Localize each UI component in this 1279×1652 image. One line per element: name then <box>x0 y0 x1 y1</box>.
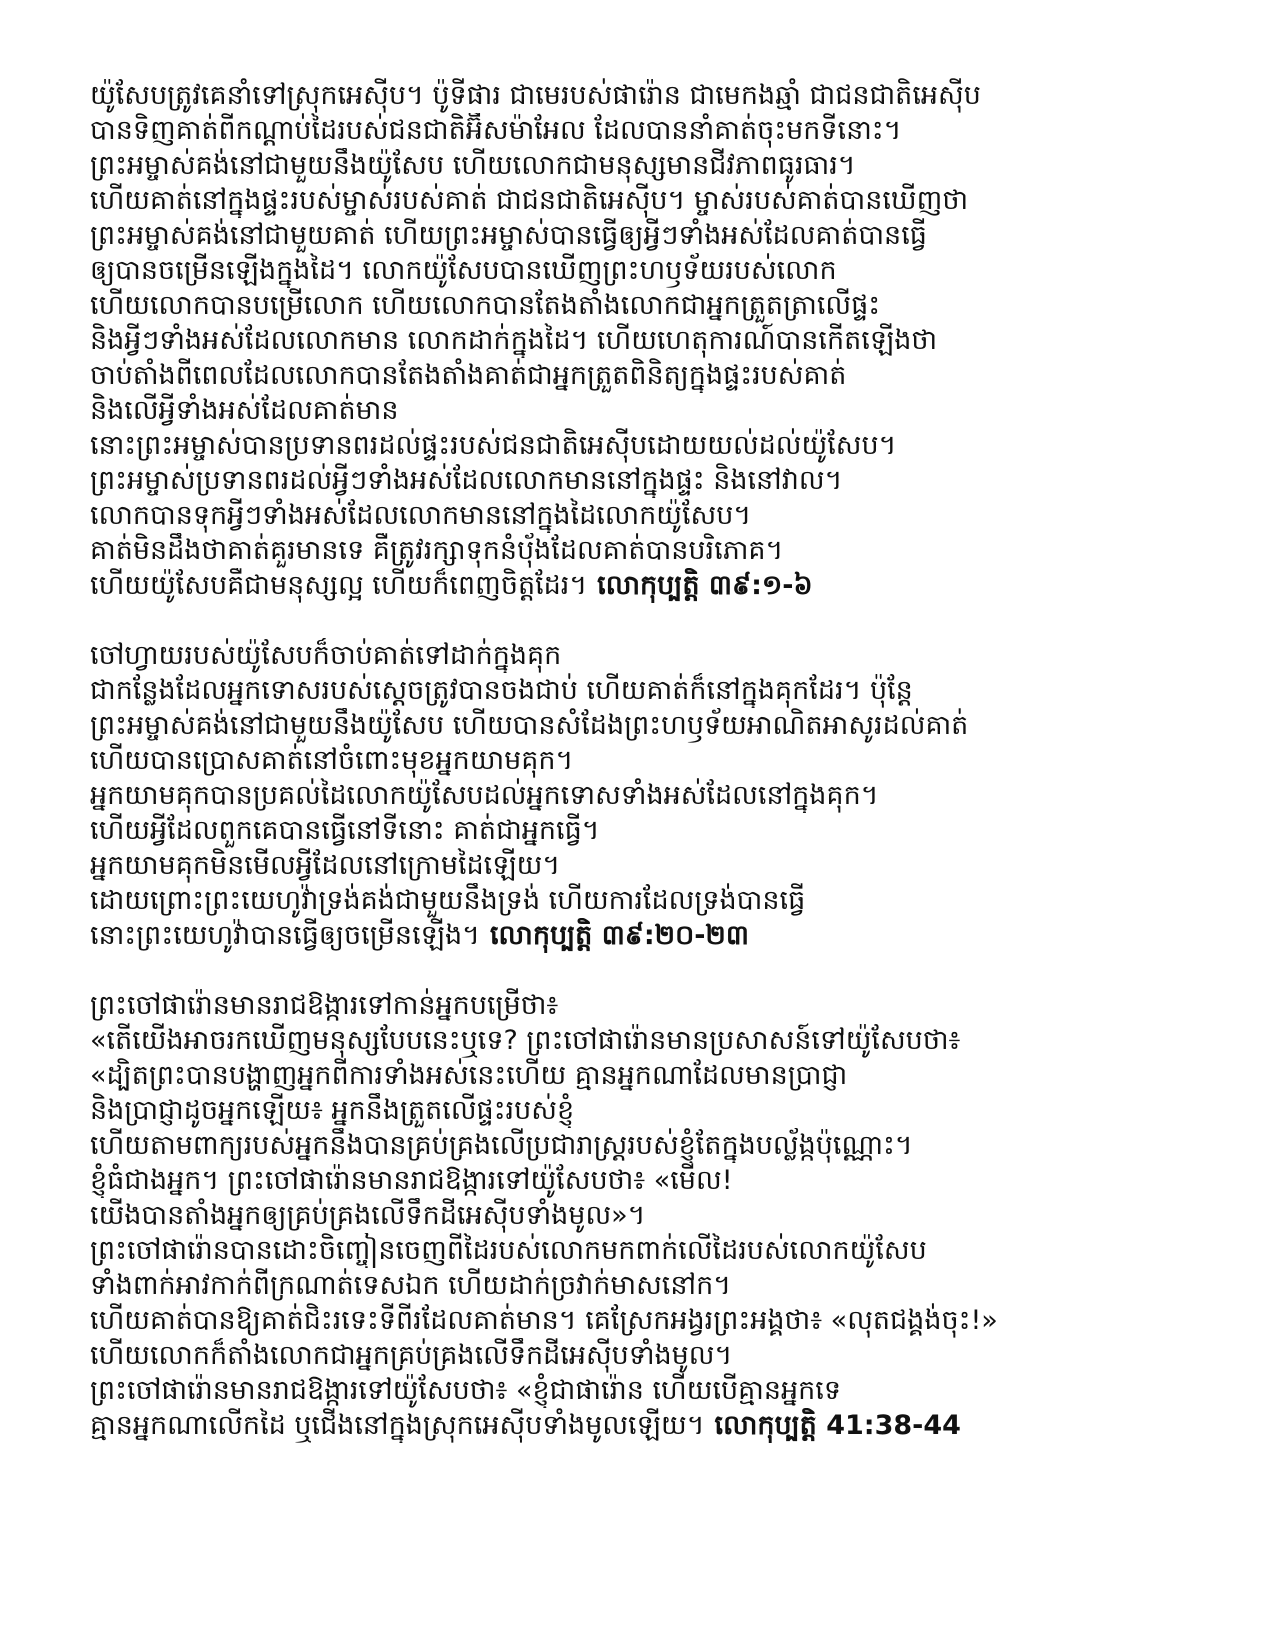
text-line-with-reference <box>90 568 1200 603</box>
passage-genesis-39-1-6 <box>90 78 1200 603</box>
text-line: និងអ្វីៗទាំងអស់ដែលលោកមាន លោកដាក់ក្នុងដៃ។ ហើយហេតុការណ៍បានកើតឡើងថា <box>90 325 938 356</box>
text-line: ហើយគាត់នៅក្នុងផ្ទះរបស់ម្ចាស់របស់គាត់ ជាជនជាតិអេស៊ីប។ ម្ចាស់របស់គាត់បានឃើញថា <box>90 185 969 216</box>
text-line: គាត់មិនដឹងថាគាត់គួរមានទេ គឺត្រូវរក្សាទុកនំប៉័ងដែលគាត់បានបរិភោគ។ <box>90 535 784 566</box>
scripture-reference: លោកុប្បត្តិ ៣៩:១-៦ <box>597 570 813 601</box>
text-line: ខ្ញុំធំជាងអ្នក។ ព្រះចៅផារ៉ោនមានរាជឱង្ការទៅយ៉ូសែបថា៖ «មើល! <box>90 1165 733 1196</box>
text-line-with-reference <box>90 1408 1200 1443</box>
text-line-with-reference <box>90 918 1200 953</box>
text-line: ហើយគាត់បានឱ្យគាត់ជិះរទេះទីពីរដែលគាត់មាន។ គេស្រែកអង្វរព្រះអង្គថា៖ «លុតជង្គង់ចុះ!» <box>90 1305 998 1336</box>
text-line: «ដ្បិតព្រះបានបង្ហាញអ្នកពីការទាំងអស់នេះហើយ គ្មានអ្នកណាដែលមានប្រាជ្ញា <box>90 1060 848 1091</box>
passage-genesis-41-38-44 <box>90 988 1200 1443</box>
text-line-content: គ្មានអ្នកណាលើកដៃ ឬជើងនៅក្នុងស្រុកអេស៊ីបទាំងមូលឡើយ។ <box>90 1410 705 1441</box>
text-line: បានទិញគាត់ពីកណ្តាប់ដៃរបស់ជនជាតិអ៊ីសម៉ាអែល ដែលបាននាំគាត់ចុះមកទីនោះ។ <box>90 115 902 146</box>
passage-genesis-39-20-23 <box>90 638 1200 953</box>
text-line: នោះព្រះអម្ចាស់បានប្រទានពរដល់ផ្ទះរបស់ជនជាតិអេស៊ីបដោយយល់ដល់យ៉ូសែប។ <box>90 430 897 461</box>
text-line: ដោយព្រោះព្រះយេហូវ៉ាទ្រង់គង់ជាមួយនឹងទ្រង់ ហើយការដែលទ្រង់បានធ្វើ <box>90 885 806 916</box>
text-line: ហើយលោកក៏តាំងលោកជាអ្នកគ្រប់គ្រងលើទឹកដីអេស៊ីបទាំងមូល។ <box>90 1340 733 1371</box>
text-line: ហើយលោកបានបម្រើលោក ហើយលោកបានតែងតាំងលោកជាអ្នកត្រួតត្រាលើផ្ទះ <box>90 290 881 321</box>
text-line-content: នោះព្រះយេហូវ៉ាបានធ្វើឲ្យចម្រើនឡើង។ <box>90 920 480 951</box>
text-line: និងលើអ្វីទាំងអស់ដែលគាត់មាន <box>90 395 399 426</box>
text-line: អ្នកយាមគុកមិនមើលអ្វីដែលនៅក្រោមដៃឡើយ។ <box>90 850 561 881</box>
paragraph-spacer <box>90 953 1200 988</box>
text-line: យើងបានតាំងអ្នកឲ្យគ្រប់គ្រងលើទឹកដីអេស៊ីបទាំងមូល»។ <box>90 1200 646 1231</box>
text-line: អ្នកយាមគុកបានប្រគល់ដៃលោកយ៉ូសែបដល់អ្នកទោសទាំងអស់ដែលនៅក្នុងគុក។ <box>90 780 879 811</box>
scripture-reference: លោកុប្បត្តិ ៣៩:២០-២៣ <box>489 920 749 951</box>
text-line: «តើយើងអាចរកឃើញមនុស្សបែបនេះឬទេ? ព្រះចៅផារ៉ោនមានប្រសាសន៍ទៅយ៉ូសែបថា៖ <box>90 1025 961 1056</box>
text-line: ព្រះចៅផារ៉ោនបានដោះចិញ្ចៀនចេញពីដៃរបស់លោកមកពាក់លើដៃរបស់លោកយ៉ូសែប <box>90 1235 927 1266</box>
text-line: ហើយតាមពាក្យរបស់អ្នកនឹងបានគ្រប់គ្រងលើប្រជារាស្ត្ររបស់ខ្ញុំតែក្នុងបល្ល័ង្កប៉ុណ្ណោះ។ <box>90 1130 913 1161</box>
text-line: ព្រះចៅផារ៉ោនមានរាជឱង្ការទៅកាន់អ្នកបម្រើថា៖ <box>90 990 559 1021</box>
text-line: ហើយអ្វីដែលពួកគេបានធ្វើនៅទីនោះ គាត់ជាអ្នកធ្វើ។ <box>90 815 600 846</box>
text-line: ព្រះចៅផារ៉ោនមានរាជឱង្ការទៅយ៉ូសែបថា៖ «ខ្ញុំជាផារ៉ោន ហើយបើគ្មានអ្នកទេ <box>90 1375 842 1406</box>
text-line: ព្រះអម្ចាស់គង់នៅជាមួយគាត់ ហើយព្រះអម្ចាស់បានធ្វើឲ្យអ្វីៗទាំងអស់ដែលគាត់បានធ្វើ <box>90 220 927 251</box>
text-line: ហើយបានប្រោសគាត់នៅចំពោះមុខអ្នកយាមគុក។ <box>90 745 574 776</box>
text-line: ទាំងពាក់អាវកាក់ពីក្រណាត់ទេសឯក ហើយដាក់ច្រវាក់មាសនៅក។ <box>90 1270 731 1301</box>
paragraph-spacer <box>90 603 1200 638</box>
text-line: ព្រះអម្ចាស់ប្រទានពរដល់អ្វីៗទាំងអស់ដែលលោកមាននៅក្នុងផ្ទះ និងនៅវាល។ <box>90 465 843 496</box>
text-line: និងប្រាជ្ញាដូចអ្នកឡើយ៖ អ្នកនឹងត្រួតលើផ្ទះរបស់ខ្ញុំ <box>90 1095 575 1126</box>
text-line: ព្រះអម្ចាស់គង់នៅជាមួយនឹងយ៉ូសែប ហើយបានសំដែងព្រះហឫទ័យអាណិតអាសូរដល់គាត់ <box>90 710 969 741</box>
text-line: ចៅហ្វាយរបស់យ៉ូសែបក៏ចាប់គាត់ទៅដាក់ក្នុងគុក <box>90 640 562 671</box>
text-line: ជាកន្លែងដែលអ្នកទោសរបស់ស្តេចត្រូវបានចងជាប់ ហើយគាត់ក៏នៅក្នុងគុកដែរ។ ប៉ុន្តែ <box>90 675 913 706</box>
document-page <box>90 78 1200 1443</box>
text-line: ឲ្យបានចម្រើនឡើងក្នុងដៃ។ លោកយ៉ូសែបបានឃើញព្រះហឫទ័យរបស់លោក <box>90 255 837 286</box>
text-line: ចាប់តាំងពីពេលដែលលោកបានតែងតាំងគាត់ជាអ្នកត្រួតពិនិត្យក្នុងផ្ទះរបស់គាត់ <box>90 360 847 391</box>
text-line: ព្រះអម្ចាស់គង់នៅជាមួយនឹងយ៉ូសែប ហើយលោកជាមនុស្សមានជីវភាពធូរធារ។ <box>90 150 856 181</box>
text-line: យ៉ូសែបត្រូវគេនាំទៅស្រុកអេស៊ីប។ ប៉ូទីផារ ជាមេរបស់ផារ៉ោន ជាមេកងឆ្មាំ ជាជនជាតិអេស៊ីប <box>90 80 981 111</box>
text-line-content: ហើយយ៉ូសែបគឺជាមនុស្សល្អ ហើយក៏ពេញចិត្តដែរ។ <box>90 570 588 601</box>
text-line: លោកបានទុកអ្វីៗទាំងអស់ដែលលោកមាននៅក្នុងដៃលោកយ៉ូសែប។ <box>90 500 752 531</box>
scripture-reference: លោកុប្បត្តិ 41:38-44 <box>714 1410 961 1441</box>
